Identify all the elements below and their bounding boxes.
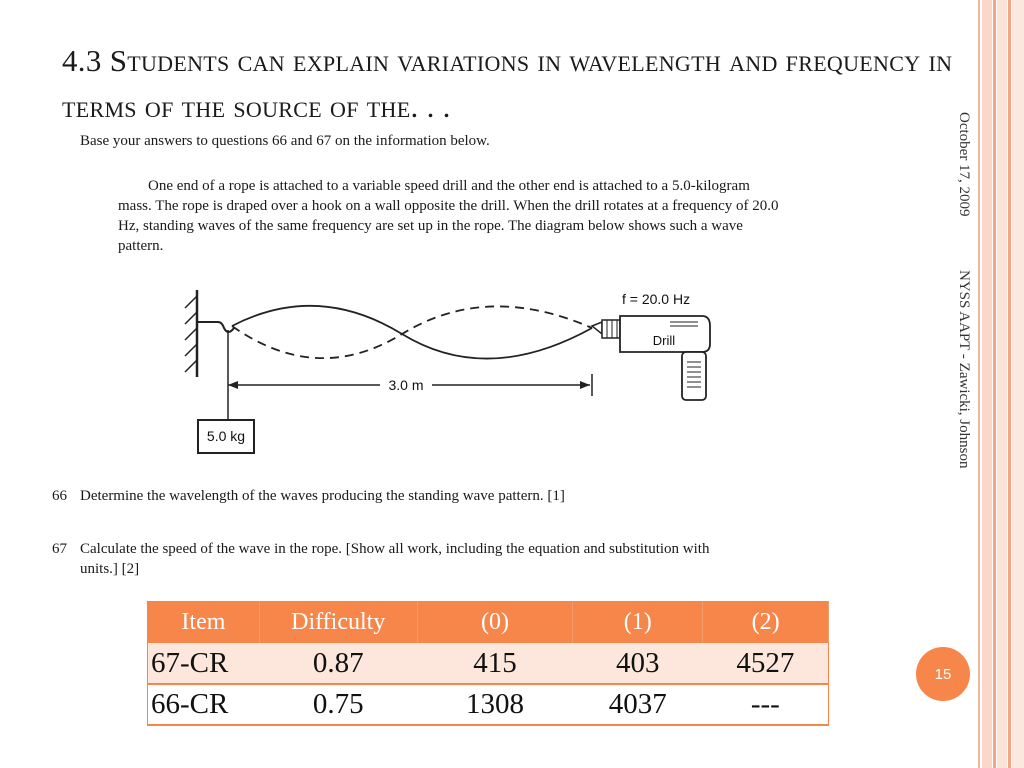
cell-score-1: 4037 <box>573 684 703 725</box>
cell-score-2: --- <box>703 684 829 725</box>
question-intro: Base your answers to questions 66 and 67 on the information below. <box>80 133 490 149</box>
side-author: NYSS AAPT - Zawicki, Johnson <box>956 270 972 469</box>
question-66-number: 66 <box>52 488 67 504</box>
cell-difficulty: 0.87 <box>259 643 417 684</box>
header-score-2: (2) <box>703 601 829 643</box>
question-67 <box>52 539 872 579</box>
frequency-label: f = 20.0 Hz <box>622 291 691 307</box>
side-date: October 17, 2009 <box>956 112 972 217</box>
decor-stripe <box>978 0 980 768</box>
table-row <box>148 684 829 725</box>
standing-wave-diagram <box>170 282 730 462</box>
cell-item: 66-CR <box>148 684 260 725</box>
cell-score-0: 1308 <box>417 684 573 725</box>
question-66 <box>52 486 852 506</box>
arrowhead-right <box>580 381 590 389</box>
cell-difficulty: 0.75 <box>259 684 417 725</box>
decor-stripe <box>1012 0 1024 768</box>
drill-icon <box>592 316 710 400</box>
page-number-badge: 15 <box>916 647 970 701</box>
decor-stripe <box>982 0 992 768</box>
table-header-row <box>148 601 829 643</box>
question-67-text-line2: units.] [2] <box>80 561 140 577</box>
decor-stripe <box>993 0 996 768</box>
question-passage: One end of a rope is attached to a variable speed drill and the other end is attached to a 5.0-kilogram mass. The rope is draped over a hook on a wall opposite the drill. When the drill rotates at a frequency of 20.0 Hz, standing waves of the same frequency are set up in the rope. The diagram below shows such a wave pattern. <box>118 178 779 254</box>
header-score-0: (0) <box>417 601 573 643</box>
drill-label: Drill <box>652 333 676 348</box>
question-66-text: Determine the wavelength of the waves producing the standing wave pattern. [1] <box>80 488 565 504</box>
header-score-1: (1) <box>573 601 703 643</box>
cell-score-2: 4527 <box>703 643 829 684</box>
results-table <box>147 601 829 726</box>
wave-solid <box>232 306 592 359</box>
question-67-number: 67 <box>52 541 67 557</box>
question-67-text-line1: Calculate the speed of the wave in the rope. [Show all work, including the equation and substitution with <box>80 541 710 557</box>
header-item: Item <box>148 601 260 643</box>
decor-stripe <box>1008 0 1011 768</box>
cell-score-0: 415 <box>417 643 573 684</box>
arrowhead-left <box>228 381 238 389</box>
wall-hatch <box>185 296 197 372</box>
mass-label: 5.0 kg <box>206 428 246 444</box>
slide-title: 4.3 Students can explain variations in wavelength and frequency in terms of the source of the. . . <box>62 43 953 124</box>
table-row <box>148 643 829 684</box>
cell-item: 67-CR <box>148 643 260 684</box>
header-difficulty: Difficulty <box>259 601 417 643</box>
cell-score-1: 403 <box>573 643 703 684</box>
distance-label: 3.0 m <box>388 377 424 393</box>
decor-stripe <box>997 0 1007 768</box>
